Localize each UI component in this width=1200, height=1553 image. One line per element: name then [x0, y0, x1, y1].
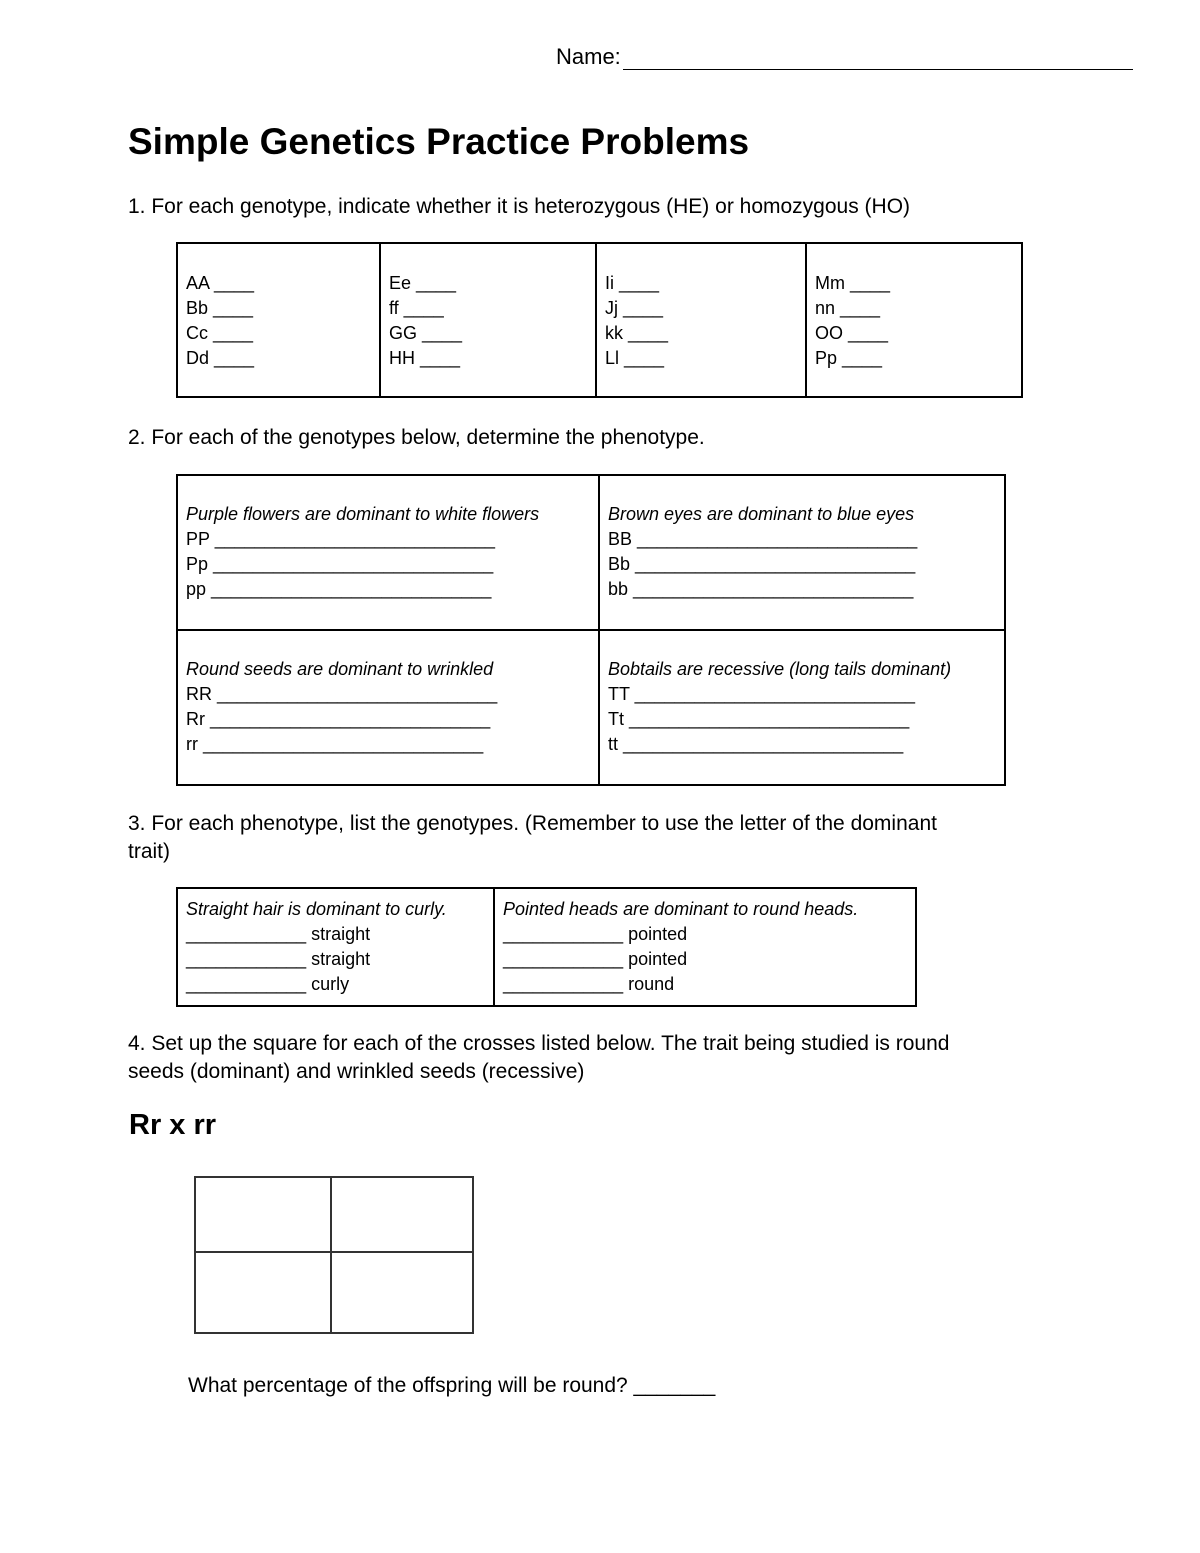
q1-item: Bb ____	[186, 298, 254, 318]
q3-prompt-line1: 3. For each phenotype, list the genotypes. (Remember to use the letter of the dominant	[128, 812, 937, 835]
q1-item: AA ____	[186, 273, 255, 293]
q4-prompt-line1: 4. Set up the square for each of the crosses listed below. The trait being studied is round	[128, 1032, 950, 1055]
name-label: Name:	[556, 44, 621, 69]
q3-cell	[177, 888, 494, 1006]
punnett-square	[194, 1176, 474, 1334]
q3-cell-heading: Pointed heads are dominant to round heads.	[503, 899, 859, 919]
q1-item: GG ____	[389, 323, 463, 343]
q1-item: Pp ____	[815, 348, 883, 368]
q3-cell	[494, 888, 916, 1006]
q3-prompt-line2: trait)	[128, 840, 170, 863]
q1-genotype-table	[176, 242, 1023, 398]
q3-genotype-table	[176, 887, 917, 1007]
q1-item: HH ____	[389, 348, 461, 368]
name-field	[556, 44, 1133, 70]
offspring-question: What percentage of the offspring will be round? _______	[188, 1374, 716, 1397]
q1-item: Ll ____	[605, 348, 665, 368]
q2-phenotype-table	[176, 474, 1006, 786]
page-title: Simple Genetics Practice Problems	[128, 121, 750, 162]
q2-item: Bb ____________________________	[608, 554, 916, 574]
q2-item: BB ____________________________	[608, 529, 918, 549]
q1-column	[380, 243, 596, 397]
q2-item: rr ____________________________	[186, 734, 484, 754]
q1-prompt: 1. For each genotype, indicate whether it is heterozygous (HE) or homozygous (HO)	[128, 195, 911, 218]
q3-item: ____________ straight	[186, 949, 371, 969]
punnett-cell[interactable]	[333, 1254, 471, 1331]
q2-item: PP ____________________________	[186, 529, 495, 549]
q2-cell-heading: Round seeds are dominant to wrinkled	[186, 659, 494, 679]
q1-item: Cc ____	[186, 323, 254, 343]
q1-item: Ee ____	[389, 273, 457, 293]
q2-item: TT ____________________________	[608, 684, 915, 704]
q2-item: RR ____________________________	[186, 684, 498, 704]
name-blank-line[interactable]	[623, 47, 1133, 70]
q2-item: pp ____________________________	[186, 579, 492, 599]
q2-cell	[599, 630, 1005, 785]
q2-cell	[177, 475, 599, 630]
q1-item: Jj ____	[605, 298, 664, 318]
q2-cell	[599, 475, 1005, 630]
q1-item: nn ____	[815, 298, 881, 318]
q3-cell-heading: Straight hair is dominant to curly.	[186, 899, 447, 919]
q1-column	[596, 243, 806, 397]
q1-item: kk ____	[605, 323, 669, 343]
q1-item: OO ____	[815, 323, 889, 343]
q2-item: tt ____________________________	[608, 734, 904, 754]
q2-item: Pp ____________________________	[186, 554, 494, 574]
q3-item: ____________ round	[503, 974, 675, 994]
punnett-cell[interactable]	[197, 1254, 329, 1331]
q3-item: ____________ straight	[186, 924, 371, 944]
q2-prompt: 2. For each of the genotypes below, determine the phenotype.	[128, 426, 705, 449]
q2-item: Rr ____________________________	[186, 709, 491, 729]
q1-column	[806, 243, 1022, 397]
q4-prompt-line2: seeds (dominant) and wrinkled seeds (recessive)	[128, 1060, 585, 1083]
q1-item: Mm ____	[815, 273, 891, 293]
q1-item: Ii ____	[605, 273, 660, 293]
q1-column	[177, 243, 380, 397]
q2-cell-heading: Brown eyes are dominant to blue eyes	[608, 504, 915, 524]
cross-title: Rr x rr	[129, 1109, 217, 1141]
q1-item: ff ____	[389, 298, 444, 318]
q3-item: ____________ curly	[186, 974, 350, 994]
q2-item: bb ____________________________	[608, 579, 914, 599]
q1-item: Dd ____	[186, 348, 255, 368]
q3-item: ____________ pointed	[503, 949, 688, 969]
punnett-cell[interactable]	[333, 1179, 471, 1250]
q3-item: ____________ pointed	[503, 924, 688, 944]
punnett-cell[interactable]	[197, 1179, 329, 1250]
q2-item: Tt ____________________________	[608, 709, 910, 729]
q2-cell-heading: Purple flowers are dominant to white flowers	[186, 504, 540, 524]
q2-cell	[177, 630, 599, 785]
q2-cell-heading: Bobtails are recessive (long tails dominant)	[608, 659, 952, 679]
